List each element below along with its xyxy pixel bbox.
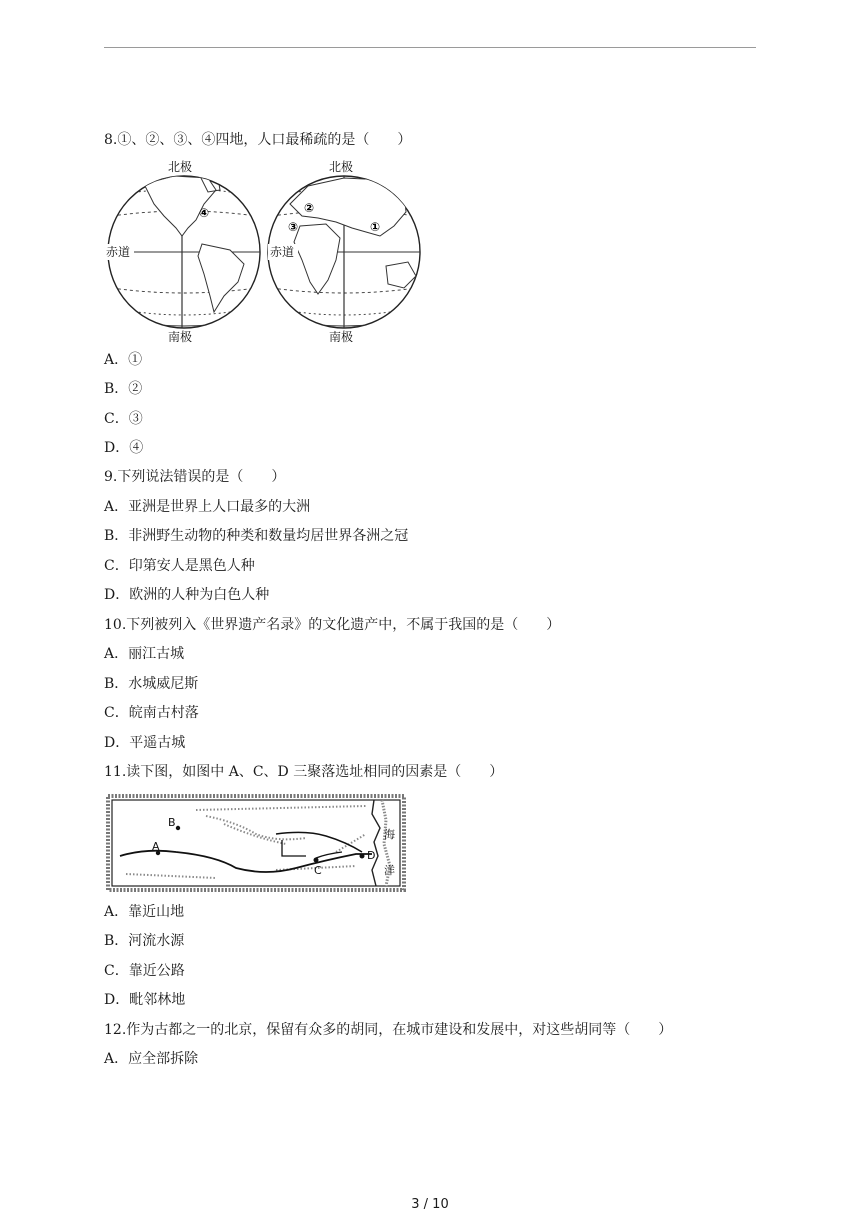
- question-11-option-c: C．靠近公路: [104, 963, 185, 979]
- question-9-option-c: C．印第安人是黑色人种: [104, 558, 255, 574]
- question-9-option-d: D．欧洲的人种为白色人种: [104, 587, 270, 603]
- question-8-option-a: A．①: [104, 352, 143, 368]
- question-10-option-a: A．丽江古城: [104, 646, 185, 662]
- marker-2: ②: [304, 201, 315, 215]
- question-10-option-b: B．水城威尼斯: [104, 676, 199, 692]
- question-8-option-b: B．②: [104, 381, 143, 397]
- question-10-option-c: C．皖南古村落: [104, 705, 199, 721]
- south-pole-label-right: 南极: [329, 330, 354, 344]
- marker-3: ③: [288, 220, 299, 234]
- question-9-option-b: B．非洲野生动物的种类和数量均居世界各洲之冠: [104, 528, 409, 544]
- settlement-map: [106, 794, 406, 892]
- question-8-option-d: D．④: [104, 440, 144, 456]
- marker-4: ④: [199, 206, 210, 220]
- marker-1: ①: [370, 220, 381, 234]
- settlement-b: B: [168, 816, 176, 829]
- equator-label-right: 赤道: [270, 245, 295, 259]
- question-8-stem: 8.①、②、③、④四地，人口最稀疏的是（ ）: [104, 132, 412, 148]
- question-9-stem: 9.下列说法错误的是（ ）: [104, 469, 286, 485]
- question-9-option-a: A．亚洲是世界上人口最多的大洲: [104, 499, 311, 515]
- question-12-option-a: A．应全部拆除: [104, 1051, 199, 1067]
- settlement-a: A: [152, 840, 160, 853]
- ocean-char: 洋: [384, 864, 395, 877]
- question-11-option-d: D．毗邻林地: [104, 992, 186, 1008]
- question-11-option-b: B．河流水源: [104, 933, 185, 949]
- equator-label-left: 赤道: [106, 245, 131, 259]
- question-10-option-d: D．平遥古城: [104, 735, 186, 751]
- header-rule: [104, 47, 756, 48]
- question-10-stem: 10.下列被列入《世界遗产名录》的文化遗产中，不属于我国的是（ ）: [104, 617, 561, 633]
- hemispheres-map: [104, 156, 424, 344]
- question-11-stem: 11.读下图，如图中 A、C、D 三聚落选址相同的因素是（ ）: [104, 764, 504, 780]
- western-hemisphere: [104, 159, 262, 344]
- page-number: 3 / 10: [411, 1197, 449, 1212]
- question-12-stem: 12.作为古都之一的北京，保留有众多的胡同，在城市建设和发展中，对这些胡同等（ ）: [104, 1022, 673, 1038]
- north-pole-label-right: 北极: [329, 160, 354, 174]
- sea-char: 海: [384, 828, 395, 841]
- question-11-option-a: A．靠近山地: [104, 904, 185, 920]
- settlement-c: C: [314, 864, 322, 877]
- north-pole-label-left: 北极: [168, 160, 193, 174]
- settlement-d: D: [367, 849, 376, 862]
- south-pole-label-left: 南极: [168, 330, 193, 344]
- question-8-option-c: C．③: [104, 411, 143, 427]
